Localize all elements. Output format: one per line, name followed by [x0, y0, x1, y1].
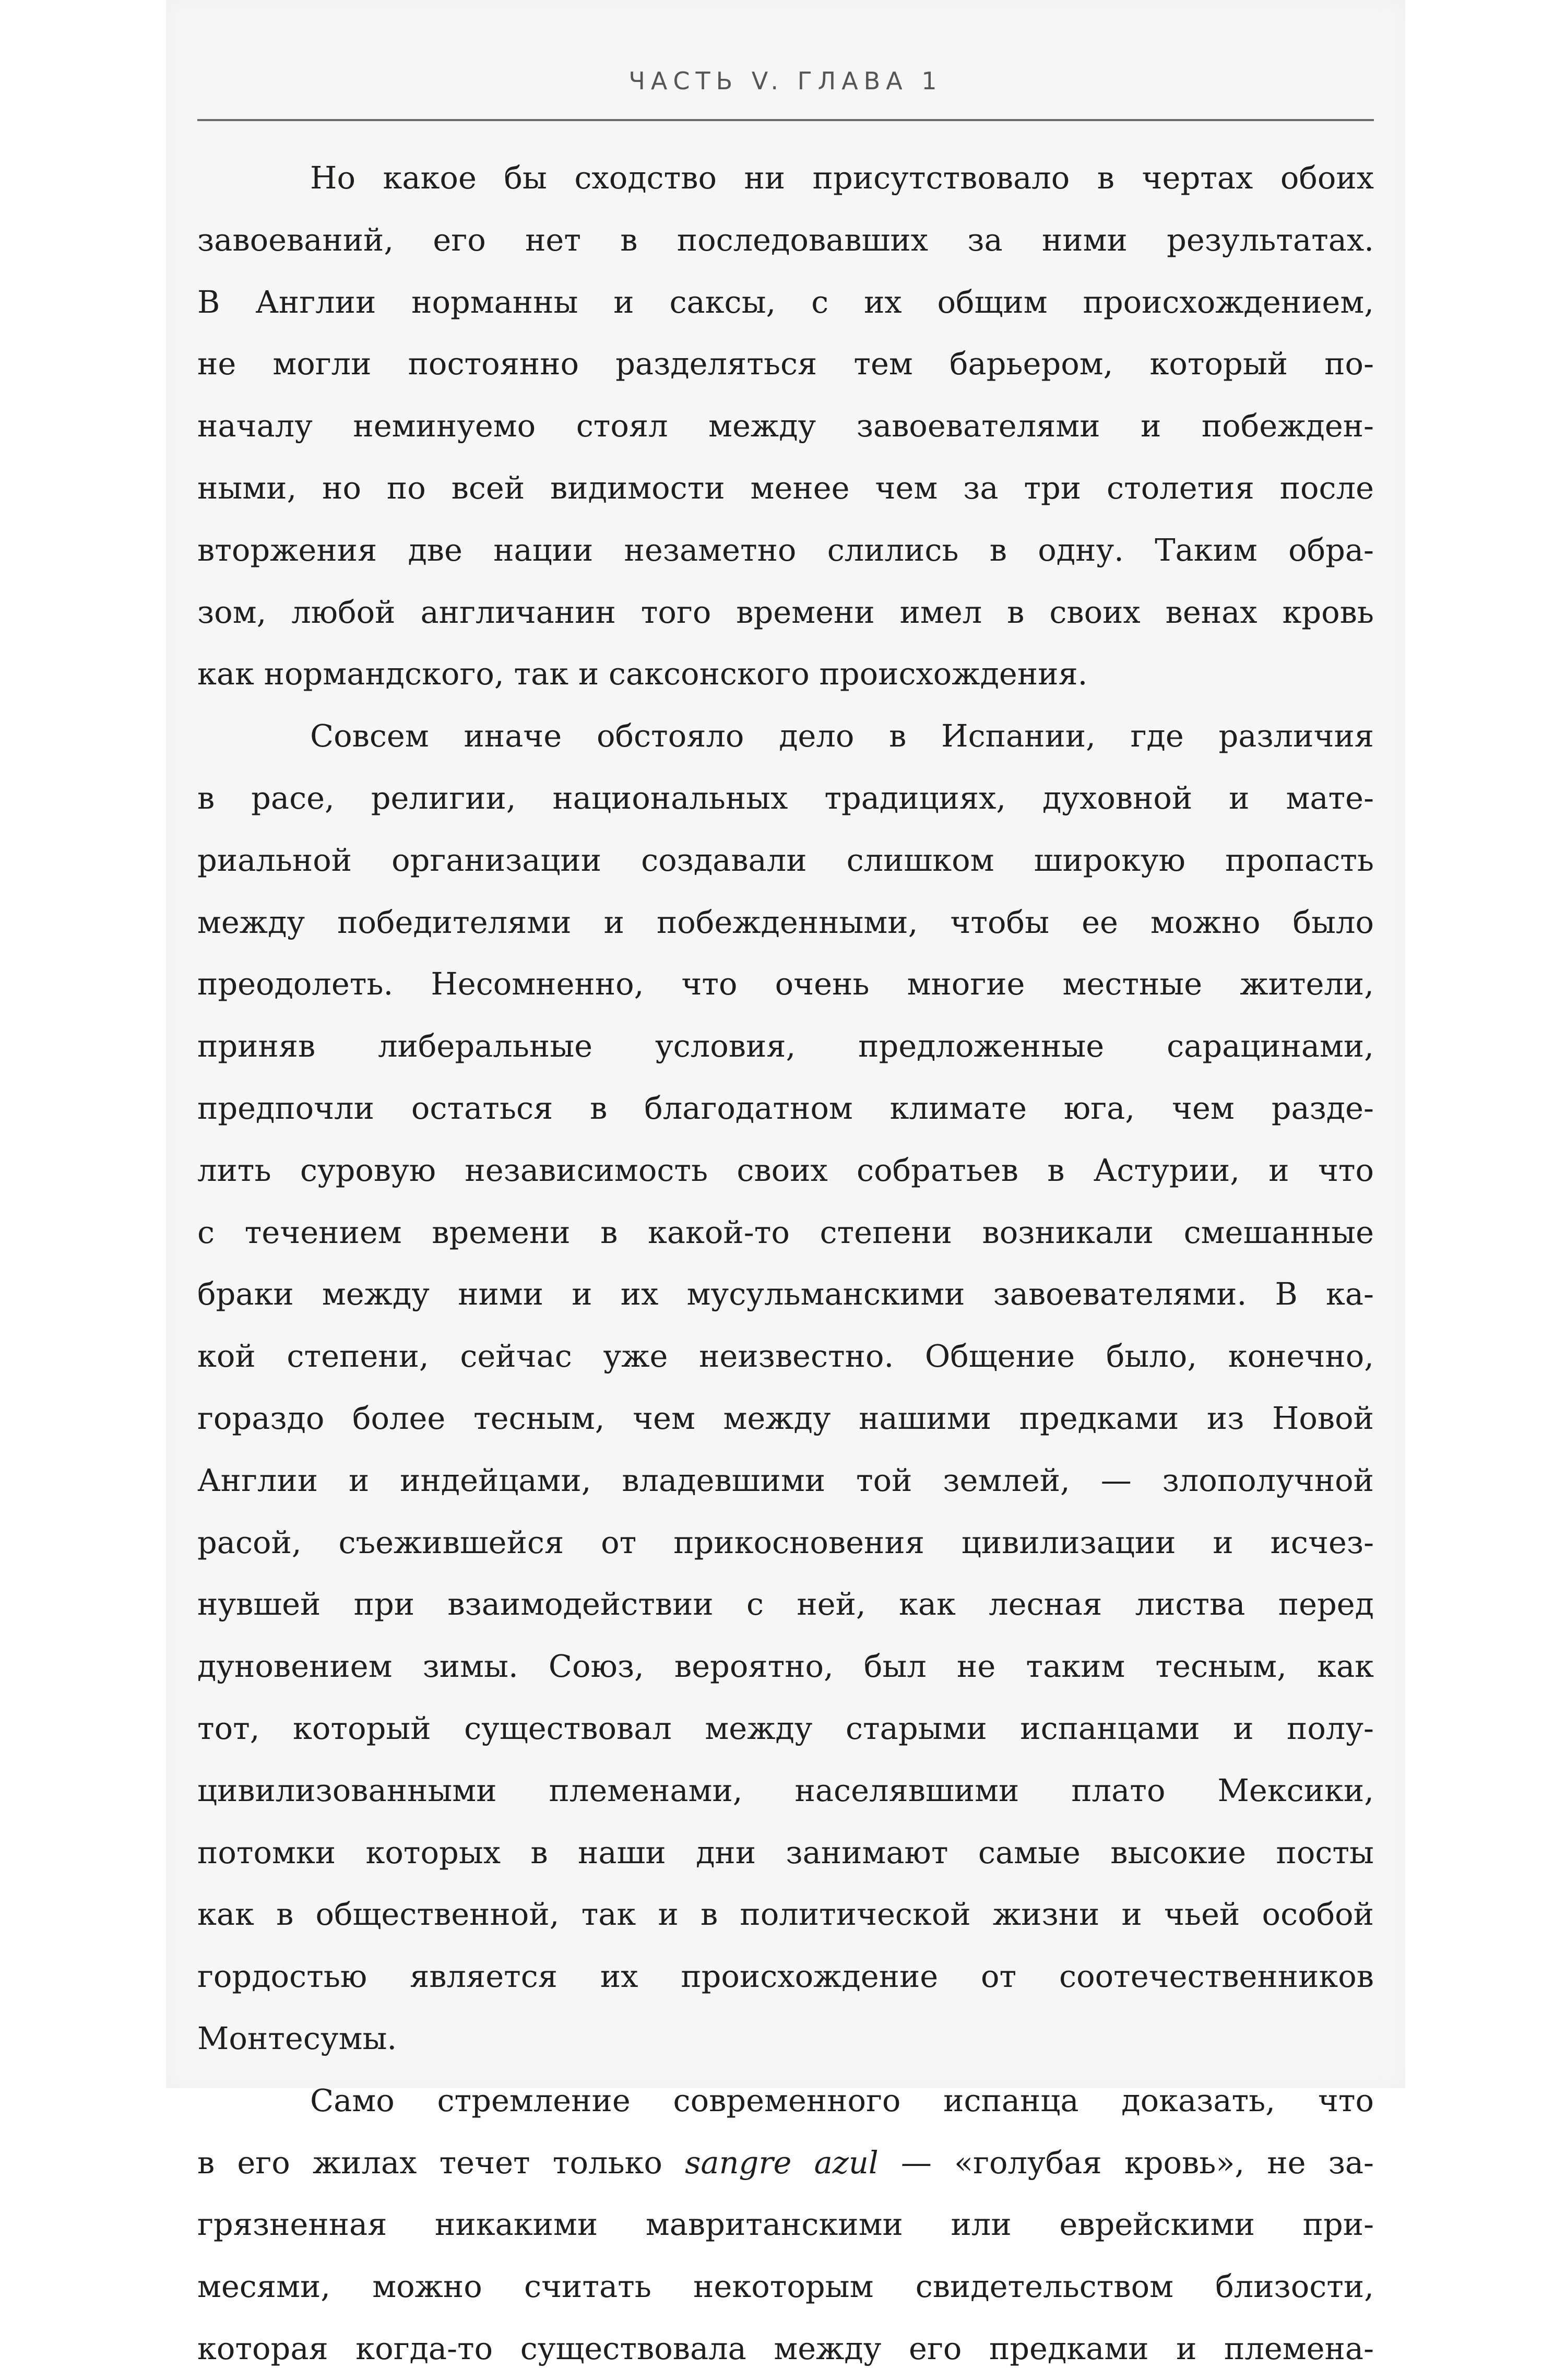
paragraph-1 [197, 147, 1374, 705]
text-line: гордостью является их происхождение от соотечественников [197, 1958, 1374, 1995]
text-line: которая когда-то существовала между его предками и племена- [197, 2330, 1374, 2366]
text-line: Англии и индейцами, владевшими той землей, — злополучной [197, 1462, 1374, 1498]
text-line: вторжения две нации незаметно слились в одну. Таким обра- [197, 531, 1374, 568]
text-line: не могли постоянно разделяться тем барьером, который по- [197, 346, 1374, 382]
text-line: Но какое бы сходство ни присутствовало в чертах обоих [310, 160, 1374, 196]
running-head: ЧАСТЬ V. ГЛАВА 1 [628, 67, 943, 95]
text-line: лить суровую независимость своих собратьев в Астурии, и что [197, 1152, 1374, 1188]
text-line: как в общественной, так и в политической жизни и чьей особой [197, 1896, 1374, 1933]
text-line: потомки которых в наши дни занимают самые высокие посты [197, 1834, 1374, 1870]
text-line: нувшей при взаимодействии с ней, как лесная листва перед [197, 1586, 1374, 1623]
paragraph-2 [197, 705, 1374, 2070]
text-line: зом, любой англичанин того времени имел в своих венах кровь [197, 594, 1374, 630]
header-rule [197, 119, 1374, 121]
text-line: приняв либеральные условия, предложенные сарацинами, [197, 1028, 1374, 1064]
text-line: грязненная никакими мавританскими или еврейскими при- [197, 2206, 1374, 2243]
text-line: расой, съежившейся от прикосновения цивилизации и исчез- [197, 1524, 1374, 1560]
text-line: Совсем иначе обстояло дело в Испании, где различия [310, 718, 1374, 754]
text-line: кой степени, сейчас уже неизвестно. Общение было, конечно, [197, 1338, 1374, 1375]
text-line: ными, но по всей видимости менее чем за три столетия после [197, 469, 1374, 506]
text-line: В Англии норманны и саксы, с их общим происхождением, [197, 283, 1374, 320]
text-line: гораздо более тесным, чем между нашими предками из Новой [197, 1400, 1374, 1436]
text-line: в расе, религии, национальных традициях, духовной и мате- [197, 779, 1374, 816]
text-line: месями, можно считать некоторым свидетельством близости, [197, 2268, 1374, 2305]
book-page [166, 0, 1405, 2366]
paragraph-3 [197, 2070, 1374, 2380]
text-line-with-italic [197, 2132, 1374, 2194]
text-line: тот, который существовал между старыми испанцами и полу- [197, 1710, 1374, 1746]
italic-term: sangre azul [685, 2144, 879, 2181]
text-line: завоеваний, его нет в последовавших за ними результатах. [197, 221, 1374, 258]
text-line: Монтесумы. [197, 2020, 397, 2056]
text-line: как нормандского, так и саксонского происхождения. [197, 656, 1088, 692]
text-line: началу неминуемо стоял между завоевателями и побежден- [197, 408, 1374, 444]
text-line: преодолеть. Несомненно, что очень многие местные жители, [197, 966, 1374, 1002]
text-line: с течением времени в какой-то степени возникали смешанные [197, 1214, 1374, 1250]
text-line: Само стремление современного испанца доказать, что [310, 2082, 1374, 2118]
text-line: дуновением зимы. Союз, вероятно, был не таким тесным, как [197, 1648, 1374, 1685]
text-line: риальной организации создавали слишком широкую пропасть [197, 842, 1374, 878]
body-text [197, 147, 1374, 2380]
text-line: между победителями и побежденными, чтобы ее можно было [197, 904, 1374, 940]
text-line: предпочли остаться в благодатном климате юга, чем разде- [197, 1090, 1374, 1126]
text-segment: — «голубая кровь», не за- [878, 2144, 1374, 2181]
text-segment: в его жилах течет только [197, 2144, 685, 2181]
text-line: цивилизованными племенами, населявшими плато Мексики, [197, 1772, 1374, 1808]
text-line: браки между ними и их мусульманскими завоевателями. В ка- [197, 1276, 1374, 1312]
